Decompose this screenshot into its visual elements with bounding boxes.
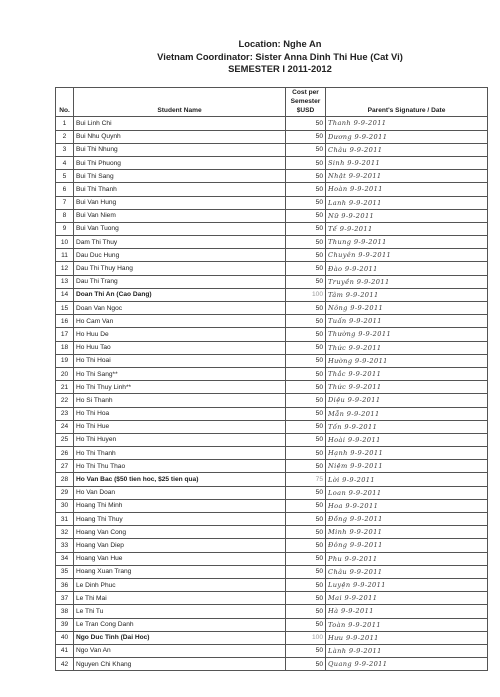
student-name: Ho Thi Sang**: [74, 367, 286, 380]
table-row: [56, 539, 488, 552]
table-row: [56, 170, 488, 183]
cost-value: 50: [286, 407, 326, 420]
cost-header-line-1: Cost per: [292, 89, 319, 96]
parent-signature: Đồng 9-9-2011: [326, 513, 488, 526]
parent-signature: Lời 9-9-2011: [326, 473, 488, 486]
table-row: [56, 249, 488, 262]
cost-value: 50: [286, 420, 326, 433]
row-number: 9: [56, 222, 74, 235]
table-row: [56, 473, 488, 486]
table-row: [56, 618, 488, 631]
cost-value: 50: [286, 341, 326, 354]
row-number: 16: [56, 315, 74, 328]
row-number: 2: [56, 130, 74, 143]
student-name: Ho Thi Thuy Linh**: [74, 381, 286, 394]
student-name: Doan Van Ngoc: [74, 302, 286, 315]
parent-signature: Thắc 9-9-2011: [326, 367, 488, 380]
student-name: Dam Thi Thuy: [74, 236, 286, 249]
table-row: [56, 644, 488, 657]
table-row: [56, 341, 488, 354]
student-name: Dau Thi Trang: [74, 275, 286, 288]
student-name: Bui Van Hung: [74, 196, 286, 209]
student-name: Ho Cam Van: [74, 315, 286, 328]
table-row: [56, 302, 488, 315]
row-number: 38: [56, 605, 74, 618]
table-row: [56, 526, 488, 539]
student-roster-table: [55, 87, 488, 671]
cost-value: 50: [286, 552, 326, 565]
student-name: Bui Nhu Quynh: [74, 130, 286, 143]
student-name: Ho Van Doan: [74, 486, 286, 499]
row-number: 21: [56, 381, 74, 394]
student-name: Le Dinh Phuc: [74, 578, 286, 591]
parent-signature: Hà 9-9-2011: [326, 605, 488, 618]
table-row: [56, 117, 488, 130]
student-name: Ho Van Bac ($50 tien hoc, $25 tien qua): [74, 473, 286, 486]
parent-signature: Tuấn 9-9-2011: [326, 315, 488, 328]
row-number: 7: [56, 196, 74, 209]
cost-value: 50: [286, 354, 326, 367]
table-row: [56, 315, 488, 328]
table-row: [56, 222, 488, 235]
table-row: [56, 328, 488, 341]
cost-value: 50: [286, 605, 326, 618]
parent-signature: Hạnh 9-9-2011: [326, 447, 488, 460]
semester-title: SEMESTER I 2011-2012: [228, 63, 332, 74]
student-name: Bui Thi Sang: [74, 170, 286, 183]
cost-value: 50: [286, 156, 326, 169]
parent-signature: Mẫn 9-9-2011: [326, 407, 488, 420]
cost-value: 50: [286, 183, 326, 196]
table-row: [56, 236, 488, 249]
student-name: Bui Thi Thanh: [74, 183, 286, 196]
row-number: 34: [56, 552, 74, 565]
student-name: Bui Linh Chi: [74, 117, 286, 130]
cost-value: 75: [286, 473, 326, 486]
row-number: 8: [56, 209, 74, 222]
parent-signature: Mai 9-9-2011: [326, 592, 488, 605]
row-number: 19: [56, 354, 74, 367]
table-row: [56, 394, 488, 407]
row-number: 42: [56, 658, 74, 671]
row-number: 11: [56, 249, 74, 262]
row-number: 31: [56, 513, 74, 526]
table-row: [56, 447, 488, 460]
row-number: 29: [56, 486, 74, 499]
table-row: [56, 420, 488, 433]
cost-value: 50: [286, 592, 326, 605]
student-name: Ho Thi Huyen: [74, 433, 286, 446]
parent-signature: Niệm 9-9-2011: [326, 460, 488, 473]
table-row: [56, 381, 488, 394]
cost-value: 50: [286, 513, 326, 526]
student-name: Dau Thi Thuy Hang: [74, 262, 286, 275]
parent-signature: Hoàn 9-9-2011: [326, 183, 488, 196]
table-row: [56, 275, 488, 288]
row-number: 37: [56, 592, 74, 605]
cost-value: 50: [286, 236, 326, 249]
cost-value: 50: [286, 209, 326, 222]
table-row: [56, 156, 488, 169]
student-name: Ngo Duc Tinh (Dai Hoc): [74, 631, 286, 644]
parent-signature: Thường 9-9-2011: [326, 328, 488, 341]
student-name: Dau Duc Hung: [74, 249, 286, 262]
parent-signature: Đào 9-9-2011: [326, 262, 488, 275]
parent-signature: Quang 9-9-2011: [326, 658, 488, 671]
cost-header-line-2: Semester: [290, 97, 321, 105]
column-header-parent-signature: Parent's Signature / Date: [326, 88, 488, 117]
table-row: [56, 143, 488, 156]
student-name: Bui Van Niem: [74, 209, 286, 222]
student-name: Nguyen Chi Khang: [74, 658, 286, 671]
row-number: 39: [56, 618, 74, 631]
cost-value: 50: [286, 644, 326, 657]
row-number: 6: [56, 183, 74, 196]
table-row: [56, 183, 488, 196]
row-number: 35: [56, 565, 74, 578]
cost-value: 50: [286, 170, 326, 183]
row-number: 13: [56, 275, 74, 288]
row-number: 33: [56, 539, 74, 552]
parent-signature: Toàn 9-9-2011: [326, 618, 488, 631]
row-number: 5: [56, 170, 74, 183]
row-number: 26: [56, 447, 74, 460]
student-name: Ho Si Thanh: [74, 394, 286, 407]
row-number: 17: [56, 328, 74, 341]
table-row: [56, 631, 488, 644]
row-number: 22: [56, 394, 74, 407]
parent-signature: Nông 9-9-2011: [326, 302, 488, 315]
table-row: [56, 262, 488, 275]
student-name: Hoang Van Hue: [74, 552, 286, 565]
parent-signature: Diệu 9-9-2011: [326, 394, 488, 407]
cost-value: 50: [286, 302, 326, 315]
column-header-student-name: Student Name: [74, 88, 286, 117]
table-row: [56, 288, 488, 301]
parent-signature: Thức 9-9-2011: [326, 381, 488, 394]
row-number: 36: [56, 578, 74, 591]
location-title: Location: Nghe An: [238, 38, 322, 49]
table-row: [56, 565, 488, 578]
row-number: 41: [56, 644, 74, 657]
cost-value: 50: [286, 539, 326, 552]
cost-value: 50: [286, 578, 326, 591]
row-number: 20: [56, 367, 74, 380]
student-name: Ho Thi Hue: [74, 420, 286, 433]
table-row: [56, 499, 488, 512]
parent-signature: Phu 9-9-2011: [326, 552, 488, 565]
student-name: Bui Van Tuong: [74, 222, 286, 235]
row-number: 18: [56, 341, 74, 354]
table-row: [56, 592, 488, 605]
parent-signature: Thung 9-9-2011: [326, 236, 488, 249]
row-number: 28: [56, 473, 74, 486]
cost-value: 50: [286, 275, 326, 288]
cost-value: 50: [286, 328, 326, 341]
row-number: 1: [56, 117, 74, 130]
parent-signature: Đông 9-9-2011: [326, 539, 488, 552]
cost-value: 50: [286, 618, 326, 631]
cost-value: 50: [286, 433, 326, 446]
table-row: [56, 658, 488, 671]
cost-value: 50: [286, 249, 326, 262]
table-row: [56, 196, 488, 209]
cost-value: 50: [286, 658, 326, 671]
row-number: 30: [56, 499, 74, 512]
cost-value: 50: [286, 526, 326, 539]
parent-signature: Tâm 9-9-2011: [326, 288, 488, 301]
cost-value: 100: [286, 631, 326, 644]
row-number: 14: [56, 288, 74, 301]
cost-value: 50: [286, 196, 326, 209]
table-row: [56, 552, 488, 565]
cost-value: 50: [286, 143, 326, 156]
table-row: [56, 367, 488, 380]
parent-signature: Minh 9-9-2011: [326, 526, 488, 539]
row-number: 10: [56, 236, 74, 249]
parent-signature: Lanh 9-9-2011: [326, 196, 488, 209]
student-name: Ho Thi Thanh: [74, 447, 286, 460]
student-name: Bui Thi Phuong: [74, 156, 286, 169]
parent-signature: Chuyên 9-9-2011: [326, 249, 488, 262]
row-number: 40: [56, 631, 74, 644]
student-name: Hoang Van Cong: [74, 526, 286, 539]
cost-value: 50: [286, 486, 326, 499]
document-header: [0, 38, 500, 76]
column-header-no: No.: [56, 88, 74, 117]
student-name: Hoang Van Diep: [74, 539, 286, 552]
student-name: Ho Huu De: [74, 328, 286, 341]
table-row: [56, 354, 488, 367]
table-row: [56, 513, 488, 526]
parent-signature: Hường 9-9-2011: [326, 354, 488, 367]
coordinator-title: Vietnam Coordinator: Sister Anna Dinh Thi Hue (Cat Vi): [157, 50, 403, 62]
row-number: 27: [56, 460, 74, 473]
student-name: Le Tran Cong Danh: [74, 618, 286, 631]
table-row: [56, 460, 488, 473]
student-name: Hoang Thi Minh: [74, 499, 286, 512]
row-number: 4: [56, 156, 74, 169]
row-number: 3: [56, 143, 74, 156]
cost-value: 50: [286, 117, 326, 130]
parent-signature: Truyền 9-9-2011: [326, 275, 488, 288]
cost-value: 50: [286, 130, 326, 143]
student-name: Doan Thi An (Cao Dang): [74, 288, 286, 301]
student-name: Ho Thi Hoai: [74, 354, 286, 367]
column-header-cost: [286, 88, 326, 117]
table-row: [56, 130, 488, 143]
cost-value: 50: [286, 381, 326, 394]
cost-value: 50: [286, 222, 326, 235]
roster-body: [56, 117, 488, 671]
parent-signature: Châu 9-9-2011: [326, 143, 488, 156]
parent-signature: Hoài 9-9-2011: [326, 433, 488, 446]
cost-value: 50: [286, 447, 326, 460]
cost-value: 50: [286, 499, 326, 512]
parent-signature: Lành 9-9-2011: [326, 644, 488, 657]
cost-value: 50: [286, 315, 326, 328]
parent-signature: Hoa 9-9-2011: [326, 499, 488, 512]
row-number: 15: [56, 302, 74, 315]
student-name: Bui Thi Nhung: [74, 143, 286, 156]
cost-value: 50: [286, 460, 326, 473]
student-name: Le Thi Mai: [74, 592, 286, 605]
row-number: 23: [56, 407, 74, 420]
student-name: Hoang Thi Thuy: [74, 513, 286, 526]
parent-signature: Tốn 9-9-2011: [326, 420, 488, 433]
student-name: Ho Thi Thu Thao: [74, 460, 286, 473]
student-name: Ho Huu Tao: [74, 341, 286, 354]
table-row: [56, 433, 488, 446]
row-number: 32: [56, 526, 74, 539]
student-name: Hoang Xuan Trang: [74, 565, 286, 578]
row-number: 24: [56, 420, 74, 433]
row-number: 12: [56, 262, 74, 275]
parent-signature: Loan 9-9-2011: [326, 486, 488, 499]
parent-signature: Châu 9-9-2011: [326, 565, 488, 578]
table-row: [56, 486, 488, 499]
parent-signature: Thanh 9-9-2011: [326, 117, 488, 130]
table-row: [56, 209, 488, 222]
student-name: Ngo Van An: [74, 644, 286, 657]
table-row: [56, 605, 488, 618]
parent-signature: Nhật 9-9-2011: [326, 170, 488, 183]
cost-value: 100: [286, 288, 326, 301]
parent-signature: Hưu 9-9-2011: [326, 631, 488, 644]
parent-signature: Nữ 9-9-2011: [326, 209, 488, 222]
student-name: Ho Thi Hoa: [74, 407, 286, 420]
cost-value: 50: [286, 394, 326, 407]
cost-value: 50: [286, 262, 326, 275]
student-name: Le Thi Tu: [74, 605, 286, 618]
cost-value: 50: [286, 565, 326, 578]
cost-header-line-3: $USD: [296, 106, 315, 114]
cost-value: 50: [286, 367, 326, 380]
table-row: [56, 407, 488, 420]
parent-signature: Luyện 9-9-2011: [326, 578, 488, 591]
table-header-row: [56, 88, 488, 117]
parent-signature: Sinh 9-9-2011: [326, 156, 488, 169]
table-row: [56, 578, 488, 591]
row-number: 25: [56, 433, 74, 446]
parent-signature: Thức 9-9-2011: [326, 341, 488, 354]
parent-signature: Dương 9-9-2011: [326, 130, 488, 143]
parent-signature: Tế 9-9-2011: [326, 222, 488, 235]
